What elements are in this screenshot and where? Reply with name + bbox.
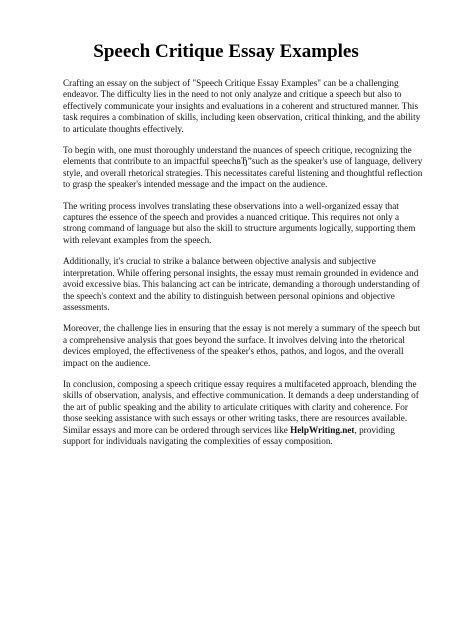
paragraph-conclusion	[63, 379, 423, 447]
document-body	[63, 78, 423, 457]
conclusion-text-before: In conclusion, composing a speech critique essay requires a multifaceted approach, blending the skills of observation, analysis, and effective communication. It demands a deep understanding of the art of public speaking and the ability to articulate critiques with clarity and coherence. For those seeking assistance with such essays or other writing tasks, there are resources available. Similar essays and more can be ordered through services like	[63, 378, 419, 435]
conclusion-text-after: , providing support for individuals navigating the complexities of essay composition.	[63, 424, 395, 446]
paragraph-balance: Additionally, it's crucial to strike a balance between objective analysis and subjective interpretation. While offering personal insights, the essay must remain grounded in evidence and avoid excessive bias. This balancing act can be intricate, demanding a thorough understanding of the speech's context and the ability to distinguish between personal opinions and objective assessments.	[63, 256, 420, 312]
paragraph-intro: Crafting an essay on the subject of "Speech Critique Essay Examples" can be a challenging endeavor. The difficulty lies in the need to not only analyze and critique a speech but also to effectively communicate your insights and evaluations in a coherent and structured manner. This task requires a combination of skills, including keen observation, critical thinking, and the ability to articulate thoughts effectively.	[63, 78, 421, 134]
brand-name: HelpWriting.net	[290, 424, 355, 435]
paragraph-challenge: Moreover, the challenge lies in ensuring that the essay is not merely a summary of the speech but a comprehensive analysis that goes beyond the surface. It involves delving into the rhetorical devices employed, the effectiveness of the speaker's ethos, pathos, and logos, and the overall impact on the audience.	[63, 323, 421, 368]
paragraph-writing-process: The writing process involves translating these observations into a well-organized essay that captures the essence of the speech and provides a nuanced critique. This requires not only a strong command of language but also the skill to structure arguments logically, supporting them with relevant examples from the speech.	[63, 200, 416, 245]
document-title: Speech Critique Essay Examples	[93, 41, 359, 62]
paragraph-understanding: To begin with, one must thoroughly understand the nuances of speech critique, recognizing the elements that contribute to an impactful speechвЂ”such as the speaker's use of language, delivery style, and overall rhetorical strategies. This necessitates careful listening and thoughtful reflection to grasp the speaker's intended message and the impact on the audience.	[63, 145, 423, 190]
